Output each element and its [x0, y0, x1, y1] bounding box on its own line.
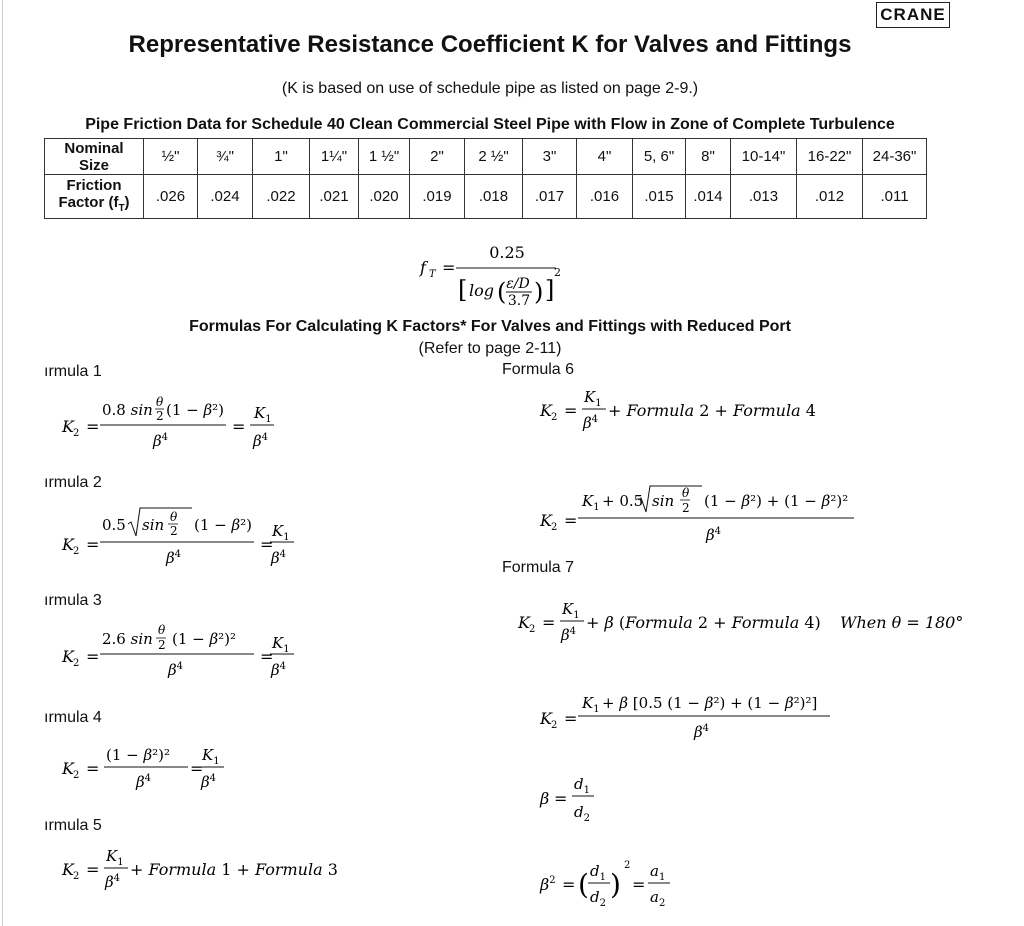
svg-text:=: = [260, 647, 274, 666]
size-cell: 16-22" [797, 139, 863, 175]
svg-text:β4: $\beta^4$ [201, 773, 217, 791]
svg-text:f [419, 258, 429, 277]
factor-cell: .013 [731, 175, 797, 219]
size-cell: 2 ½" [465, 139, 523, 175]
formula-2-label: ırmula 2 [44, 474, 102, 491]
svg-text:2.6 sin: 2.6 sin [102, 630, 153, 648]
row-label-text: ) [124, 193, 130, 211]
factor-cell: .016 [577, 175, 633, 219]
svg-text:]: ] [545, 276, 555, 304]
svg-text:K: K [540, 511, 552, 530]
svg-text:): ) [610, 868, 621, 901]
svg-text:β4: $\beta^4$ [105, 873, 121, 891]
svg-text:T [429, 269, 437, 280]
svg-text:β: β [540, 789, 550, 808]
svg-text:K1: $K_1$ [272, 634, 290, 655]
size-cell: 4" [577, 139, 633, 175]
svg-text:K1: $K_1$ [106, 847, 124, 868]
svg-text:=: = [86, 417, 100, 436]
nominal-size-row [45, 139, 927, 175]
formula-1-label: ırmula 1 [44, 363, 102, 380]
formulas-section-subtitle: (Refer to page 2-11) [418, 340, 562, 357]
svg-text:d2: $d_2$ [590, 888, 606, 909]
svg-text:d1: $d_1$ [590, 862, 606, 883]
friction-factor-formula [414, 242, 564, 312]
svg-text:K: K [540, 401, 552, 420]
size-cell: 1" [253, 139, 310, 175]
svg-text:=: = [86, 647, 100, 666]
size-cell: 2" [410, 139, 465, 175]
svg-text:0.5: 0.5 [102, 516, 126, 534]
nominal-size-header [45, 139, 144, 175]
size-cell: ¾" [198, 139, 253, 175]
factor-cell: .026 [144, 175, 198, 219]
formula-2-equation [60, 500, 300, 570]
formula-6-equation-b [538, 482, 868, 550]
svg-text:2: 2 [73, 871, 80, 882]
svg-text:K: K [62, 860, 74, 879]
formula-5-label: ırmula 5 [44, 817, 102, 834]
friction-factor-header [45, 175, 144, 219]
svg-text:(: ( [497, 278, 507, 306]
svg-text:2: 2 [554, 266, 561, 279]
svg-text:=: = [232, 417, 246, 436]
beta-squared-equation [538, 856, 688, 912]
row-label-line: Nominal [64, 139, 124, 157]
size-cell: 5, 6" [633, 139, 686, 175]
svg-text:=: = [554, 789, 568, 808]
factor-cell: .020 [359, 175, 410, 219]
svg-text:ε/D: ε/D [506, 276, 530, 292]
friction-data-table [44, 138, 927, 219]
formula-5-equation [60, 843, 350, 893]
svg-text:2: 2 [73, 428, 80, 439]
formula-1-equation [60, 392, 290, 452]
svg-text:2: 2 [551, 412, 558, 423]
svg-text:d2: $d_2$ [574, 803, 590, 824]
formula-4-label: ırmula 4 [44, 709, 102, 726]
svg-text:K: K [62, 759, 74, 778]
formula-7-label: Formula 7 [502, 559, 575, 576]
svg-text:K1: $K_1$ [272, 522, 290, 543]
svg-text:K: K [518, 613, 530, 632]
svg-text:2: 2 [529, 624, 536, 635]
svg-text:β4: $\beta^4$ [706, 526, 722, 544]
size-cell: ½" [144, 139, 198, 175]
svg-text:θ: θ [682, 486, 690, 500]
size-cell: 10-14" [731, 139, 797, 175]
formula-denominator [458, 266, 561, 309]
page-title: Representative Resistance Coefficient K for Valves and Fittings [128, 31, 852, 58]
svg-text:K: K [62, 647, 74, 666]
svg-text:=: = [564, 401, 578, 420]
page-edge-rule [2, 0, 3, 926]
svg-text:K: K [62, 417, 74, 436]
row-label-line: Size [78, 156, 109, 174]
svg-text:=: = [562, 875, 576, 894]
factor-cell: .017 [523, 175, 577, 219]
svg-text:): ) [534, 278, 544, 306]
svg-text:(1 − β²): (1 − β²) [194, 516, 253, 534]
svg-text:=: = [632, 875, 646, 894]
svg-text:θ: θ [158, 623, 166, 637]
svg-text:=: = [86, 759, 100, 778]
svg-text:β4: $\beta^4$ [168, 661, 184, 679]
svg-text:2: 2 [682, 501, 690, 515]
svg-text:=: = [564, 709, 578, 728]
factor-cell: .021 [310, 175, 359, 219]
formula-6-label: Formula 6 [502, 361, 575, 378]
svg-text:K1: $K_1$ [254, 404, 272, 425]
svg-text:K1: $K_1$ [562, 600, 580, 621]
svg-text:β2: $\beta^2$ [540, 875, 556, 894]
factor-cell: .015 [633, 175, 686, 219]
size-cell: 1¼" [310, 139, 359, 175]
formula-7-equation-a [516, 598, 966, 648]
formula-3-equation [60, 618, 300, 680]
svg-text:0.8 sin: 0.8 sin [102, 401, 153, 419]
svg-text:sin: sin [652, 492, 675, 510]
svg-text:log: log [469, 281, 494, 300]
row-label-line: Friction [66, 176, 122, 194]
svg-text:2: 2 [624, 860, 631, 871]
svg-text:a2: $a_2$ [650, 888, 666, 909]
svg-text:2: 2 [73, 770, 80, 781]
svg-text:2: 2 [551, 522, 558, 533]
svg-text:2: 2 [551, 720, 558, 731]
svg-text:2: 2 [73, 658, 80, 669]
svg-text:=: = [86, 535, 100, 554]
formulas-section-title: Formulas For Calculating K Factors* For Valves and Fittings with Reduced Port [189, 318, 791, 335]
svg-text:=: = [86, 860, 100, 879]
factor-cell: .014 [686, 175, 731, 219]
svg-text:K1: $K_1$ [582, 492, 600, 513]
svg-text:β4: $\beta^4$ [694, 723, 710, 740]
svg-text:(1 − β²)²: (1 − β²)² [172, 630, 237, 648]
formula-3-label: ırmula 3 [44, 592, 102, 609]
svg-text:=: = [442, 258, 456, 277]
factor-cell: .012 [797, 175, 863, 219]
formula-4-equation [60, 740, 240, 796]
svg-text:2: 2 [170, 524, 178, 538]
svg-text:β4: $\beta^4$ [153, 432, 169, 450]
svg-text:β4: $\beta^4$ [561, 626, 577, 644]
formula-lhs: f [420, 258, 426, 277]
svg-text:2: 2 [158, 638, 166, 652]
svg-text:+ β [0.5 (1 − β²) + (1 − β²)²]: + β [0.5 (1 − β²) + (1 − β²)²] [602, 694, 818, 712]
svg-text:(1 − β²) + (1 − β²)²: (1 − β²) + (1 − β²)² [704, 492, 849, 510]
svg-text:β4: $\beta^4$ [136, 773, 152, 791]
size-cell: 1 ½" [359, 139, 410, 175]
svg-text:+ β (Formula 2 + Formula 4): + β (Formula 2 + Formula 4) [586, 613, 821, 632]
formula-lhs-subscript: T [429, 269, 436, 280]
friction-factor-row [45, 175, 927, 219]
svg-text:2: 2 [73, 546, 80, 557]
svg-text:0.25 [489, 243, 525, 262]
svg-text:+ 0.5: + 0.5 [602, 492, 644, 510]
svg-text:sin: sin [142, 516, 165, 534]
svg-text:3.7: 3.7 [507, 293, 531, 309]
svg-text:=: = [564, 511, 578, 530]
svg-text:+ Formula 2 + Formula 4: + Formula 2 + Formula 4 [608, 401, 816, 420]
svg-text:K1: $K_1$ [582, 694, 600, 715]
svg-text:d1: $d_1$ [574, 775, 590, 796]
factor-cell: .011 [863, 175, 927, 219]
formula-numerator: 0.25 [489, 243, 525, 262]
size-cell: 8" [686, 139, 731, 175]
formula-7-equation-b [538, 688, 838, 740]
brand-logo: CRANE [876, 2, 950, 28]
formula-7-condition: When θ = 180° [840, 613, 964, 632]
formula-6-equation-a [538, 384, 818, 434]
factor-cell: .019 [410, 175, 465, 219]
beta-equation [538, 772, 638, 824]
factor-cell: .018 [465, 175, 523, 219]
svg-text:(1 − β²): (1 − β²) [166, 401, 225, 419]
svg-text:β4: $\beta^4$ [166, 549, 182, 567]
svg-text:(1 − β²)²: (1 − β²)² [106, 746, 171, 764]
svg-text:[: [ [458, 276, 468, 304]
svg-text:K1: $K_1$ [584, 388, 602, 409]
friction-table-title: Pipe Friction Data for Schedule 40 Clean Commercial Steel Pipe with Flow in Zone of Complete Turbulence [85, 116, 895, 133]
svg-text:K: K [62, 535, 74, 554]
svg-text:2: 2 [156, 409, 164, 423]
svg-text:θ: θ [156, 395, 164, 409]
size-cell: 24-36" [863, 139, 927, 175]
svg-text:=: = [260, 535, 274, 554]
svg-text:=: = [542, 613, 556, 632]
page-subtitle: (K is based on use of schedule pipe as listed on page 2-9.) [281, 80, 699, 97]
svg-text:β4: $\beta^4$ [271, 661, 287, 679]
svg-text:β4: $\beta^4$ [583, 414, 599, 432]
size-cell: 3" [523, 139, 577, 175]
svg-text:K1: $K_1$ [202, 746, 220, 767]
svg-text:+ Formula 1 + Formula 3: + Formula 1 + Formula 3 [130, 860, 338, 879]
row-label-text: Factor (f [58, 193, 119, 211]
svg-text:β4: $\beta^4$ [253, 432, 269, 450]
row-label-subscript: T [118, 202, 125, 214]
factor-cell: .024 [198, 175, 253, 219]
svg-text:θ: θ [170, 510, 178, 524]
factor-cell: .022 [253, 175, 310, 219]
svg-text:a1: $a_1$ [650, 862, 666, 883]
svg-text:K: K [540, 709, 552, 728]
svg-text:(: ( [578, 868, 589, 901]
svg-text:β4: $\beta^4$ [271, 549, 287, 567]
svg-text:=: = [190, 759, 204, 778]
